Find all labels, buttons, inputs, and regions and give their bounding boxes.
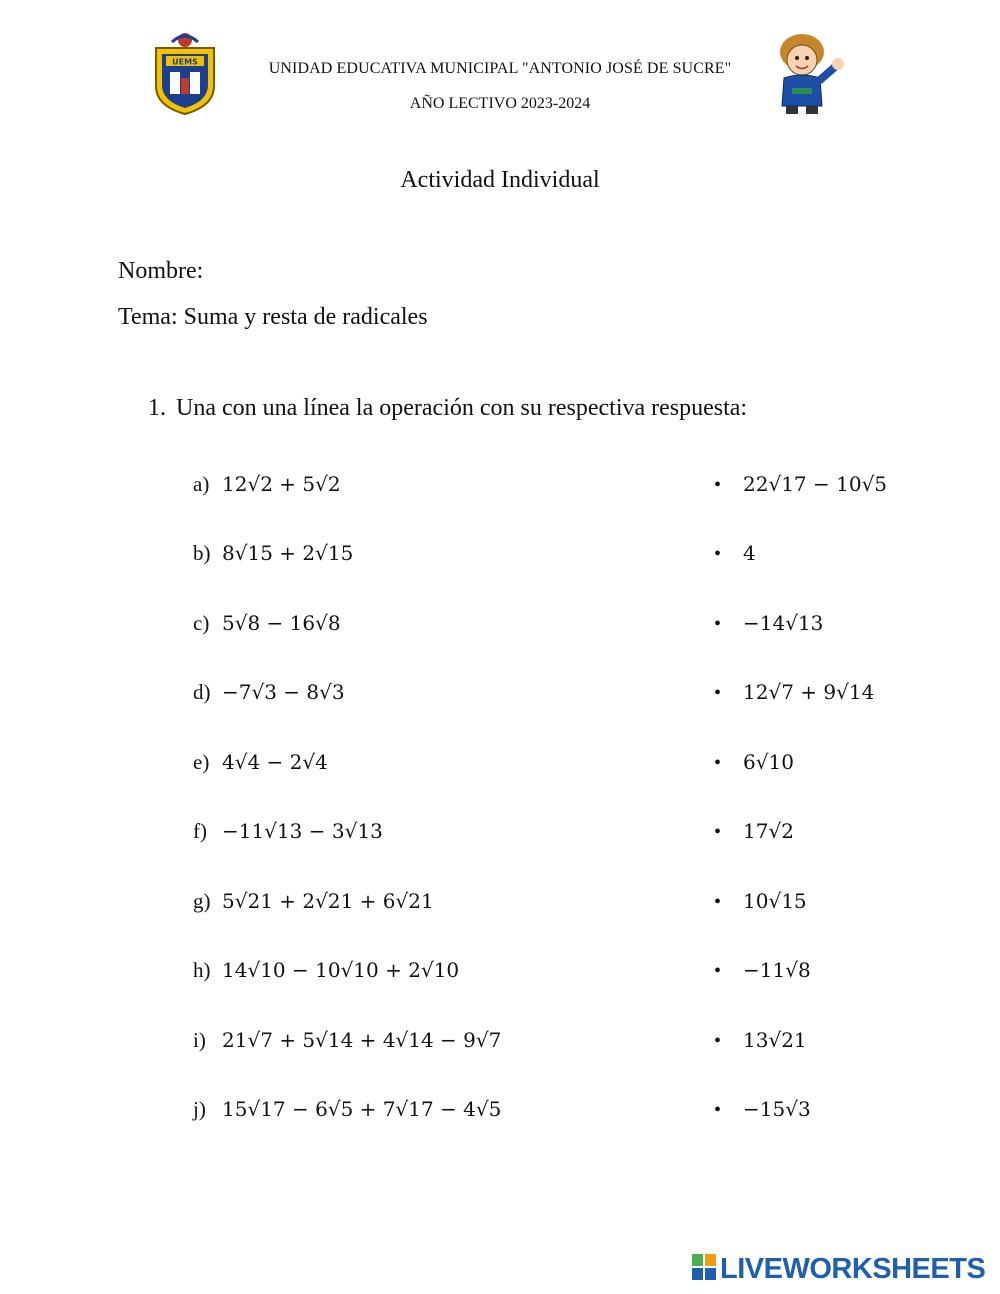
answer-item[interactable] xyxy=(714,1097,811,1122)
answer-item[interactable] xyxy=(714,889,807,914)
answer-item[interactable] xyxy=(714,680,874,705)
operation-item[interactable] xyxy=(193,680,345,705)
operation-item[interactable] xyxy=(193,1097,501,1122)
name-field-label: Nombre: xyxy=(118,258,204,284)
liveworksheets-logo-icon xyxy=(692,1254,716,1285)
operation-label: d) xyxy=(193,680,211,704)
bullet-icon: • xyxy=(714,821,722,843)
answer-item[interactable] xyxy=(714,819,794,844)
operation-label: i) xyxy=(193,1028,206,1052)
answer-expression: 17√2 xyxy=(743,819,794,843)
operation-expression: 8√15 + 2√15 xyxy=(222,541,354,565)
answer-expression: 13√21 xyxy=(743,1028,807,1052)
operation-label: b) xyxy=(193,541,211,565)
operation-label: e) xyxy=(193,750,210,774)
operation-item[interactable] xyxy=(193,750,328,775)
operation-expression: 5√8 − 16√8 xyxy=(222,611,341,635)
answer-item[interactable] xyxy=(714,611,823,636)
bullet-icon: • xyxy=(714,613,722,635)
question-number: 1. xyxy=(148,395,166,421)
answer-expression: 12√7 + 9√14 xyxy=(743,680,875,704)
bullet-icon: • xyxy=(714,1030,722,1052)
answer-item[interactable] xyxy=(714,750,794,775)
answer-item[interactable] xyxy=(714,472,887,497)
bullet-icon: • xyxy=(714,1099,722,1121)
operation-expression: 21√7 + 5√14 + 4√14 − 9√7 xyxy=(222,1028,502,1052)
operation-label: j) xyxy=(193,1097,206,1121)
answer-expression: −15√3 xyxy=(743,1097,811,1121)
answer-expression: −14√13 xyxy=(743,611,824,635)
question-1 xyxy=(148,395,747,422)
operation-label: a) xyxy=(193,472,210,496)
operation-expression: 5√21 + 2√21 + 6√21 xyxy=(222,889,434,913)
question-text: Una con una línea la operación con su respectiva respuesta: xyxy=(176,395,748,421)
answer-expression: −11√8 xyxy=(743,958,811,982)
operation-label: g) xyxy=(193,889,211,913)
svg-text:UEMS: UEMS xyxy=(172,57,198,67)
operation-label: h) xyxy=(193,958,211,982)
operation-label: c) xyxy=(193,611,210,635)
operation-expression: 12√2 + 5√2 xyxy=(222,472,341,496)
operation-expression: −11√13 − 3√13 xyxy=(222,819,383,843)
bullet-icon: • xyxy=(714,752,722,774)
mascot-boy-icon xyxy=(768,30,850,120)
page-title: Actividad Individual xyxy=(400,167,600,193)
answer-expression: 6√10 xyxy=(743,750,794,774)
operation-label: f) xyxy=(193,819,207,843)
operation-expression: 14√10 − 10√10 + 2√10 xyxy=(222,958,460,982)
answer-expression: 10√15 xyxy=(743,889,807,913)
bullet-icon: • xyxy=(714,543,722,565)
operation-item[interactable] xyxy=(193,472,341,497)
school-name: UNIDAD EDUCATIVA MUNICIPAL "ANTONIO JOSÉ DE SUCRE" xyxy=(268,60,732,77)
operation-item[interactable] xyxy=(193,819,383,844)
school-year: AÑO LECTIVO 2023-2024 xyxy=(409,95,591,112)
operation-expression: 15√17 − 6√5 + 7√17 − 4√5 xyxy=(222,1097,502,1121)
brand-text: LIVEWORKSHEETS xyxy=(720,1252,986,1285)
liveworksheets-brand[interactable] xyxy=(692,1252,985,1286)
bullet-icon: • xyxy=(714,891,722,913)
answer-item[interactable] xyxy=(714,958,811,983)
topic-label: Tema: Suma y resta de radicales xyxy=(118,304,428,330)
bullet-icon: • xyxy=(714,474,722,496)
answer-item[interactable] xyxy=(714,1028,807,1053)
operation-expression: −7√3 − 8√3 xyxy=(222,680,345,704)
answer-expression: 4 xyxy=(743,541,756,565)
bullet-icon: • xyxy=(714,960,722,982)
bullet-icon: • xyxy=(714,682,722,704)
operation-item[interactable] xyxy=(193,541,353,566)
operation-item[interactable] xyxy=(193,611,341,636)
operation-item[interactable] xyxy=(193,958,459,983)
operation-item[interactable] xyxy=(193,1028,501,1053)
answer-expression: 22√17 − 10√5 xyxy=(743,472,888,496)
answer-item[interactable] xyxy=(714,541,756,566)
operation-expression: 4√4 − 2√4 xyxy=(222,750,328,774)
operation-item[interactable] xyxy=(193,889,434,914)
